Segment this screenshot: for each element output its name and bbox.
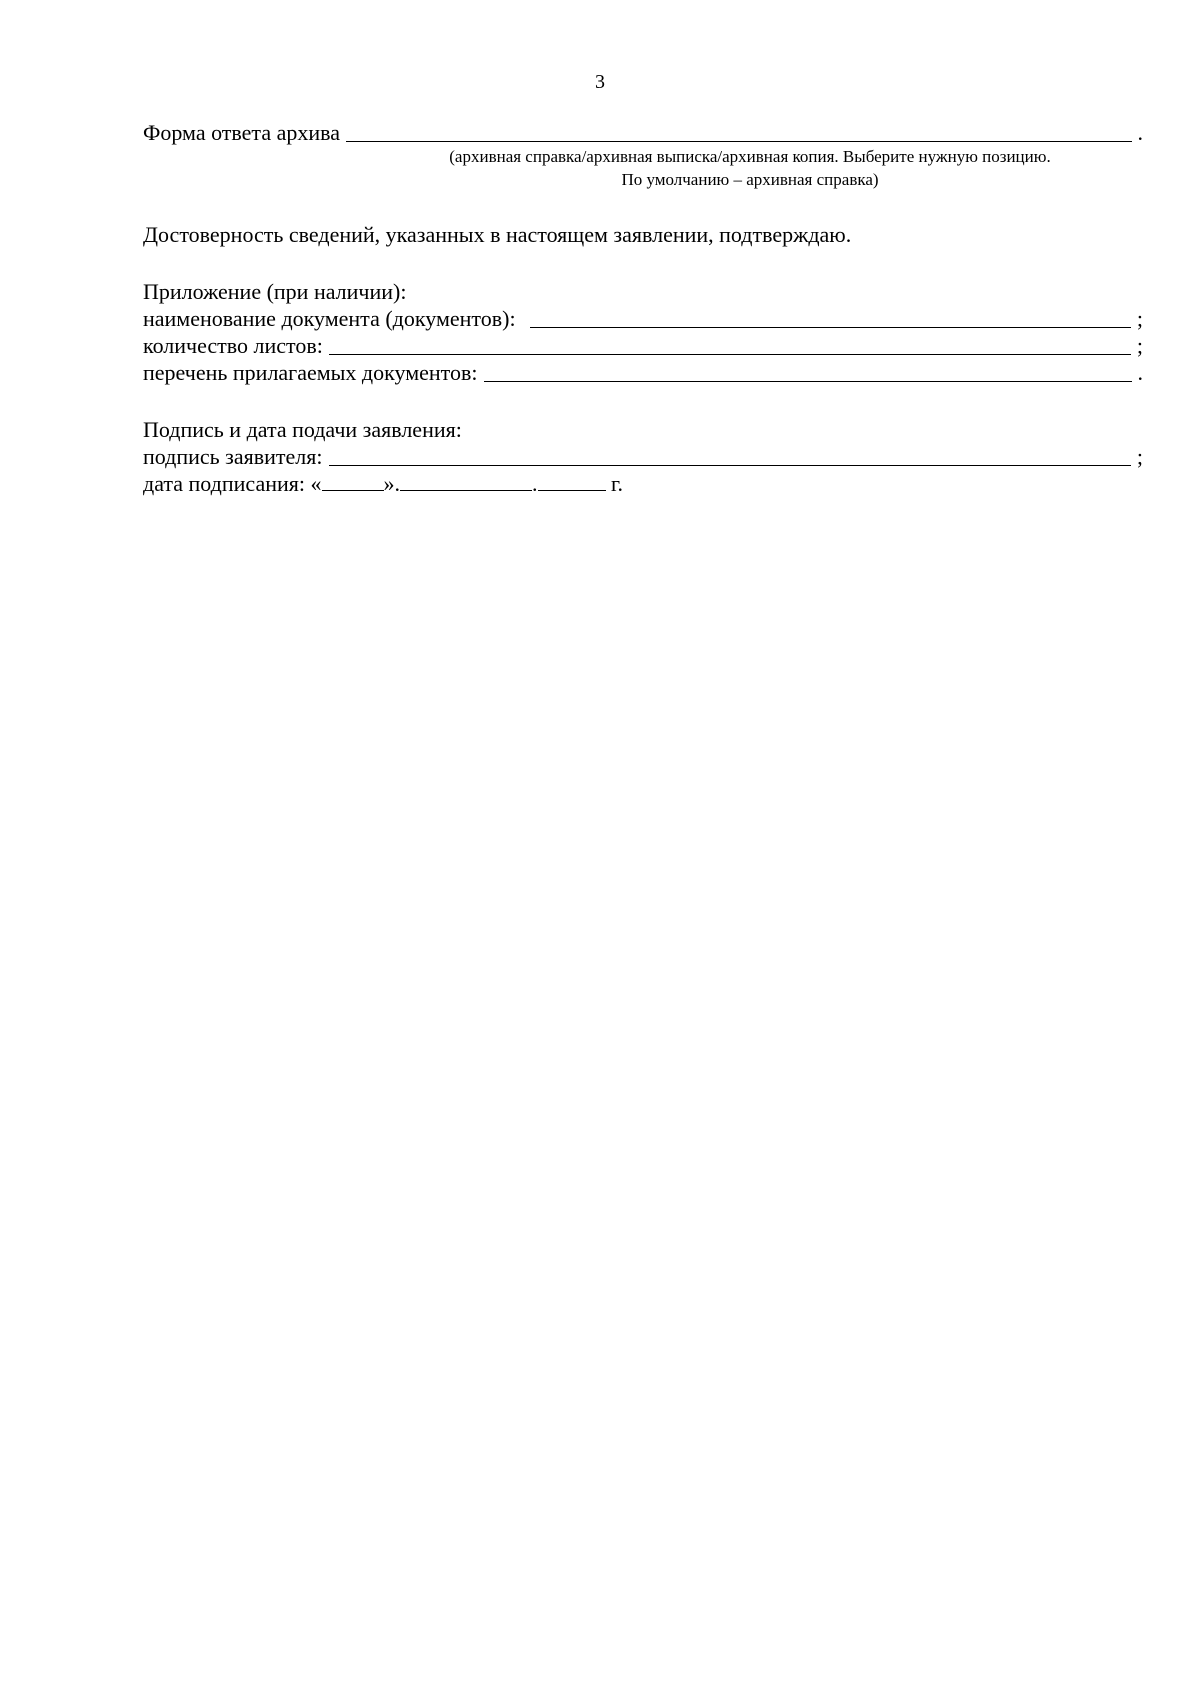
answer-form-hint-2: По умолчанию – архивная справка) — [621, 170, 879, 189]
signature-heading: Подпись и дата подачи заявления: — [143, 417, 462, 442]
page-number: 3 — [595, 71, 605, 93]
doc-list-row — [143, 360, 1143, 386]
doc-name-label: наименование документа (документов): — [143, 306, 516, 331]
doc-list-label: перечень прилагаемых документов: — [143, 360, 478, 385]
date-year-field[interactable] — [538, 472, 606, 491]
confirmation-text: Достоверность сведений, указанных в настоящем заявлении, подтверждаю. — [143, 222, 852, 247]
sign-label: подпись заявителя: — [143, 444, 323, 469]
doc-name-row — [143, 306, 1143, 332]
doc-list-field[interactable] — [484, 363, 1132, 382]
answer-form-label: Форма ответа архива — [143, 120, 340, 145]
date-label: дата подписания: « — [143, 471, 322, 496]
answer-form-row — [143, 120, 1143, 146]
answer-form-end: . — [1137, 120, 1143, 145]
date-day-field[interactable] — [322, 472, 384, 491]
doc-name-end: ; — [1136, 306, 1143, 331]
sign-end: ; — [1136, 444, 1143, 469]
answer-form-hint-1: (архивная справка/архивная выписка/архивная копия. Выберите нужную позицию. — [449, 147, 1051, 166]
sheets-field[interactable] — [329, 336, 1131, 355]
date-end: г. — [605, 471, 624, 496]
doc-name-field[interactable] — [530, 309, 1131, 328]
date-sep-2: . — [532, 471, 538, 496]
sign-field[interactable] — [329, 447, 1131, 466]
doc-list-end: . — [1137, 360, 1143, 385]
sheets-label: количество листов: — [143, 333, 323, 358]
attachment-heading: Приложение (при наличии): — [143, 279, 407, 304]
date-month-field[interactable] — [400, 472, 532, 491]
answer-form-field[interactable] — [346, 123, 1132, 142]
sheets-row — [143, 333, 1143, 359]
date-sep-1: ». — [383, 471, 400, 496]
date-row — [143, 471, 623, 497]
sign-row — [143, 444, 1143, 470]
sheets-end: ; — [1136, 333, 1143, 358]
